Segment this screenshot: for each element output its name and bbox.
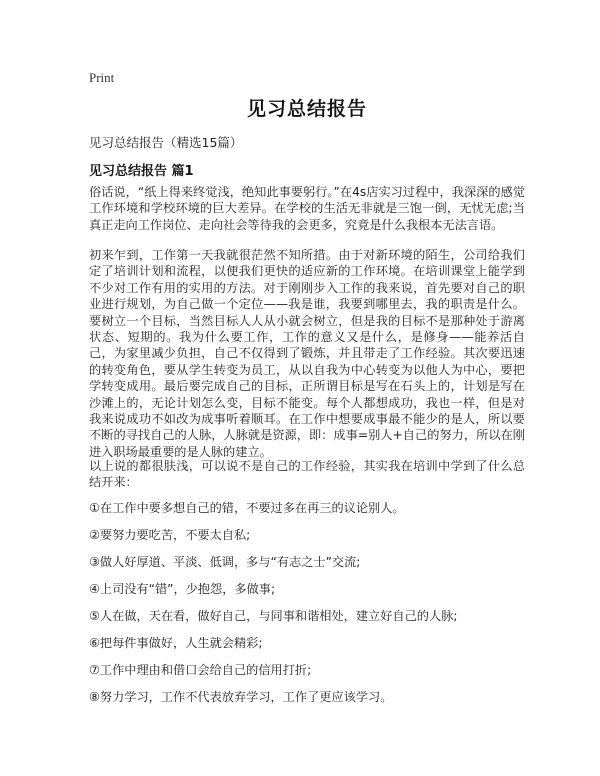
paragraph-1: 俗话说，“纸上得来终觉浅，绝知此事要躬行。”在4s店实习过程中，我深深的感觉工作环境和学校环境的巨大差异。在学校的生活无非就是三饱一倒，无忧无虑;当真正走向工作岗位、走向社会等待我的会更多，究竟是什么我根本无法言语。 [89, 185, 525, 232]
list-item: ⑦工作中理由和借口会给自己的信用打折; [89, 663, 312, 677]
list-item: ②要努力要吃苦，不要太自私; [89, 528, 251, 542]
list-item: ④上司没有“错”，少抱怨，多做事; [89, 582, 276, 596]
print-link[interactable]: Print [89, 70, 115, 85]
paragraph-2: 初来乍到，工作第一天我就很茫然不知所措。由于对新环境的陌生，公司给我们定了培训计划和流程，以便我们更快的适应新的工作环境。在培训课堂上能学到不少对工作有用的实用的方法。对于刚刚步入工作的我来说，首先要对自己的职业进行规划，为自己做一个定位——我是谁，我要到哪里去，我的职责是什么。要树立一个目标，当然目标人人从小就会树立，但是我的目标不是那种处于游离状态、短期的。我为什么要工作，工作的意义又是什么，是修身——能养活自己，为家里减少负担，自己不仅得到了锻炼，并且带走了工作经验。其次要迅速的转变角色，要从学生转变为员工，从以自我为中心转变为以他人为中心，要把学转变成用。最后要完成自己的目标，正所谓目标是写在石头上的，计划是写在沙滩上的，无论计划怎么变，目标不能变。每个人都想成功，我也一样，但是对我来说成功不如改为成事听着顺耳。在工作中想要成事最不能少的是人，所以要不断的寻找自己的人脉，人脉就是资源，即：成事=别人+自己的努力，所以在刚进入职场最重要的是人脉的建立。 [89, 248, 525, 459]
list-item: ⑤人在做，天在看，做好自己，与同事和谐相处，建立好自己的人脉; [89, 609, 458, 623]
page-title: 见习总结报告 [246, 98, 367, 120]
list-item: ⑧努力学习，工作不代表放弃学习，工作了更应该学习。 [89, 690, 393, 704]
list-item: ③做人好厚道、平淡、低调，多与“有志之士”交流; [89, 555, 361, 569]
section-heading: 见习总结报告 篇1 [89, 164, 194, 179]
document-subtitle: 见习总结报告（精选15篇） [89, 135, 243, 150]
paragraph-3: 以上说的都很肤浅，可以说不是自己的工作经验，其实我在培训中学到了什么总结开来： [89, 459, 525, 490]
list-item: ①在工作中要多想自己的错，不要过多在再三的议论别人。 [89, 501, 405, 515]
list-item: ⑥把每件事做好，人生就会精彩; [89, 636, 263, 650]
